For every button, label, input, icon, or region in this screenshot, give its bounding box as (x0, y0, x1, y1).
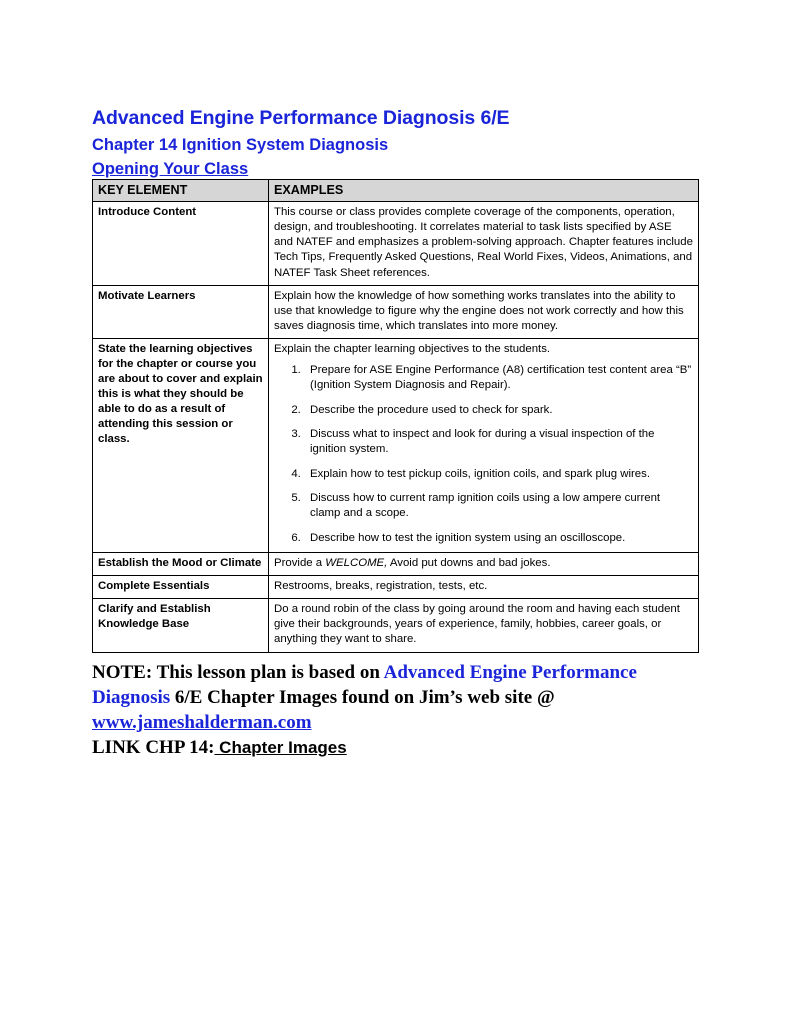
halderman-website-link[interactable]: www.jameshalderman.com (92, 712, 312, 734)
example-text-emphasis: WELCOME, (325, 557, 388, 570)
list-item: 4. Explain how to test pickup coils, ignition coils, and spark plug wires. (304, 467, 693, 482)
list-item: 5. Discuss how to current ramp ignition coils using a low ampere current clamp and a scope. (304, 491, 693, 522)
document-title: Advanced Engine Performance Diagnosis 6/E (92, 107, 510, 129)
list-item: 2. Describe the procedure used to check for spark. (304, 403, 693, 418)
document-section-heading: Opening Your Class (92, 159, 249, 178)
example-cell: Do a round robin of the class by going around the room and having each student give their backgrounds, years of experience, family, hobbies, career goals, or anything they want to share. (269, 599, 699, 652)
key-element-cell: Establish the Mood or Climate (93, 553, 269, 576)
table-row (93, 202, 699, 285)
table-row (93, 576, 699, 599)
key-element-cell: Introduce Content (93, 202, 269, 285)
key-element-cell: Clarify and Establish Knowledge Base (93, 599, 269, 652)
key-element-cell: Complete Essentials (93, 576, 269, 599)
example-cell: Restrooms, breaks, registration, tests, etc. (269, 576, 699, 599)
chapter-images-link[interactable]: Chapter Images (214, 738, 347, 758)
example-cell (269, 553, 699, 576)
note-paragraph (92, 660, 698, 736)
key-element-cell: State the learning objectives for the chapter or course you are about to cover and explain this is what they should be able to do as a result of attending this session or class. (93, 338, 269, 553)
note-text-part1: NOTE: This lesson plan is based on (92, 661, 384, 683)
table-row (93, 285, 699, 338)
example-cell (269, 338, 699, 553)
objectives-intro: Explain the chapter learning objectives to the students. (274, 342, 551, 355)
link-chapter-line (92, 737, 698, 759)
example-text-before: Provide a (274, 557, 326, 570)
document-subtitle: Chapter 14 Ignition System Diagnosis (92, 136, 389, 155)
document-body (92, 108, 698, 759)
table-row (93, 338, 699, 553)
link-chp-label: LINK CHP 14: (92, 737, 215, 759)
table-row (93, 553, 699, 576)
key-element-cell: Motivate Learners (93, 285, 269, 338)
list-item: 6. Describe how to test the ignition system using an oscilloscope. (304, 531, 693, 546)
lesson-plan-table (92, 179, 699, 653)
learning-objectives-list (274, 363, 693, 547)
list-item: 1. Prepare for ASE Engine Performance (A8) certification test content area “B” (Ignition System Diagnosis and Repair). (304, 363, 693, 394)
example-cell: Explain how the knowledge of how something works translates into the ability to use that knowledge to figure why the engine does not work correctly and how this saves diagnosis time, which translates into more money. (269, 285, 699, 338)
table-header-row (93, 179, 699, 202)
note-text-part3: 6/E Chapter Images found on Jim’s web site @ (170, 686, 555, 708)
example-cell: This course or class provides complete coverage of the components, operation, design, and troubleshooting. It correlates material to task lists specified by ASE and NATEF and emphasizes a problem-solving approach. Chapter features include Tech Tips, Frequently Asked Questions, Real World Fixes, Videos, Animations, and NATEF Task Sheet references. (269, 202, 699, 285)
example-text-after: Avoid put downs and bad jokes. (387, 557, 551, 570)
column-header-examples: EXAMPLES (269, 179, 699, 202)
column-header-key-element: KEY ELEMENT (93, 179, 269, 202)
table-row (93, 599, 699, 652)
note-book-title: Advanced Engine Performance Diagnosis (92, 661, 637, 708)
list-item: 3. Discuss what to inspect and look for during a visual inspection of the ignition system. (304, 427, 693, 458)
